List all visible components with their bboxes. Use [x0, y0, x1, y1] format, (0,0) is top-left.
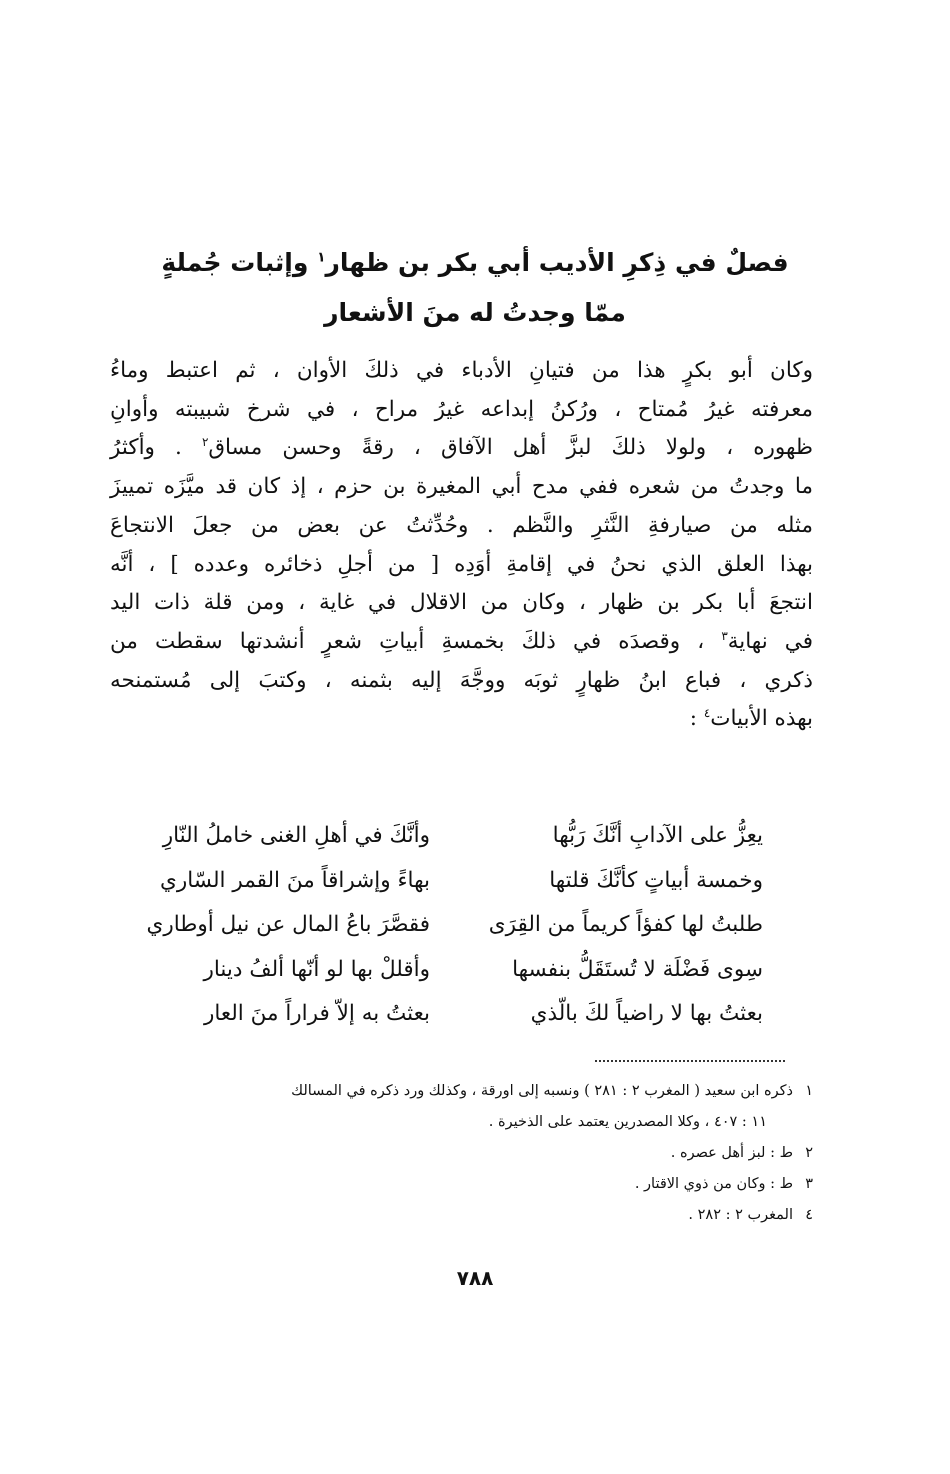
- verse-first-hemistich: يعِزُّ على الآدابِ أنَّكَ رَبُّها: [552, 823, 763, 848]
- footnote-marker: ٢: [201, 435, 209, 450]
- verse-first-hemistich: وخمسة أبياتٍ كأنَّكَ قلتها: [549, 867, 763, 893]
- heading-line-1-text: فصلٌ في ذِكرِ الأديب أبي بكر بن ظهار: [325, 248, 789, 277]
- body-line: وكان أبو بكرٍ هذا من فتيانِ الأدباء في ذلكَ الأوان ، ثم اعتبط وماءُ: [110, 358, 813, 383]
- verse-second-hemistich: فقصَّرَ باعُ المال عن نيل أوطاري: [146, 912, 430, 937]
- verse-second-hemistich: وأقللْ بها لو أنّها ألفُ دينار: [203, 956, 430, 982]
- footnote-number: [793, 1107, 813, 1138]
- footnote-number: ٣: [805, 1176, 813, 1192]
- heading-line-2: ممّا وجدتُ له منَ الأشعار: [324, 298, 626, 327]
- footnote-continuation: [110, 1107, 813, 1138]
- footnote-text: ط : لبز أهل عصره .: [670, 1145, 793, 1161]
- body-line: ما وجدتُ من شعره ففي مدح أبي المغيرة بن حزم ، إذ كان قد ميَّزَه تمييزَ: [110, 474, 813, 500]
- verse-first-hemistich: سِوى فَضْلَة لا تُستَقَلُّ بنفسها: [512, 956, 763, 982]
- body-line: [110, 623, 813, 662]
- body-line-text: في نهاية: [727, 628, 813, 654]
- body-line-text: . وأكثرُ: [110, 435, 202, 461]
- footnotes: [110, 1076, 813, 1231]
- footnote-marker: ٤: [703, 706, 711, 721]
- footnote-marker: ٣: [721, 628, 728, 643]
- verse-first-hemistich: بعثتُ بها لا راضياً لكَ بالّذي: [530, 1001, 763, 1026]
- heading-line-1: [150, 238, 800, 288]
- footnote: [110, 1200, 813, 1231]
- body-line: [110, 700, 813, 739]
- body-line-text: :: [689, 706, 704, 732]
- verse-second-hemistich: بعثتُ به إلاّ فراراً منَ العار: [203, 1001, 430, 1026]
- body-line: مثله من صيارفةِ النَّثرِ والنَّظم . وحُدِّثتُ عن بعض من جعلَ الانتجاعَ: [110, 512, 813, 538]
- body-line: ذكري ، فباع ابنُ ظهارٍ ثوبَه ووجَّهَ إليه بثمنه ، وكتبَ إلى مُستمنحه: [110, 667, 813, 693]
- body-line-text: ، وقصدَه في ذلكَ بخمسةِ أبياتِ شعرٍ أنشدتها سقطت من: [110, 628, 722, 654]
- body-line: معرفته غيرُ مُمتاح ، ورُكنُ إبداعه غيرُ مراح ، في شرخ شبيبته وأوانِ: [110, 396, 813, 422]
- verse-second-hemistich: بهاءً وإشراقاً منَ القمر السّاري: [160, 867, 430, 893]
- footnote-text: ١١ : ٤٠٧ ، وكلا المصدرين يعتمد على الذخيرة .: [488, 1114, 767, 1130]
- footnote: [110, 1138, 813, 1169]
- footnote-number: ٢: [805, 1145, 813, 1161]
- verse-first-hemistich: طلبتُ لها كفؤاً كريماً من القِرَى: [488, 912, 763, 937]
- body-line: انتجعَ أبا بكر بن ظهار ، وكان من الاقلال في غاية ، ومن قلة ذات اليد: [110, 590, 813, 616]
- footnote: [110, 1169, 813, 1200]
- poem: [130, 814, 763, 1037]
- heading-line-1-end: وإثبات جُملةٍ: [161, 248, 318, 277]
- body-line: [110, 429, 813, 468]
- footnote-text: ط : وكان من ذوي الاقتار .: [634, 1176, 793, 1192]
- body-line-text: بهذه الأبيات: [710, 706, 813, 732]
- body-line: بهذا العلق الذي نحنُ في إقامةِ أوَدِه [ من أجلِ ذخائره وعدده ] ، أنَّه: [110, 551, 813, 577]
- heading-footnote-marker: ١: [317, 249, 326, 266]
- poem-verse: [130, 948, 763, 993]
- section-heading: [150, 238, 800, 338]
- poem-verse: [130, 903, 763, 948]
- poem-verse: [130, 992, 763, 1037]
- footnote: [110, 1076, 813, 1107]
- page-number: ٧٨٨: [456, 1266, 494, 1290]
- body-paragraph: [110, 352, 813, 739]
- footnote-divider: [595, 1060, 785, 1062]
- poem-verse: [130, 814, 763, 859]
- body-line-text: ظهوره ، ولولا ذلكَ لبزَّ أهل الآفاق ، رقةً وحسن مساق: [208, 435, 813, 461]
- footnote-text: ذكره ابن سعيد ( المغرب ٢ : ٢٨١ ) ونسبه إلى اورقة ، وكذلك ورد ذكره في المسالك: [291, 1083, 793, 1099]
- verse-second-hemistich: وأنَّكَ في أهلِ الغنى خاملُ النّارِ: [162, 823, 430, 848]
- poem-verse: [130, 859, 763, 904]
- footnote-text: المغرب ٢ : ٢٨٢ .: [688, 1207, 793, 1223]
- footnote-number: ١: [805, 1083, 813, 1099]
- footnote-number: ٤: [805, 1207, 813, 1223]
